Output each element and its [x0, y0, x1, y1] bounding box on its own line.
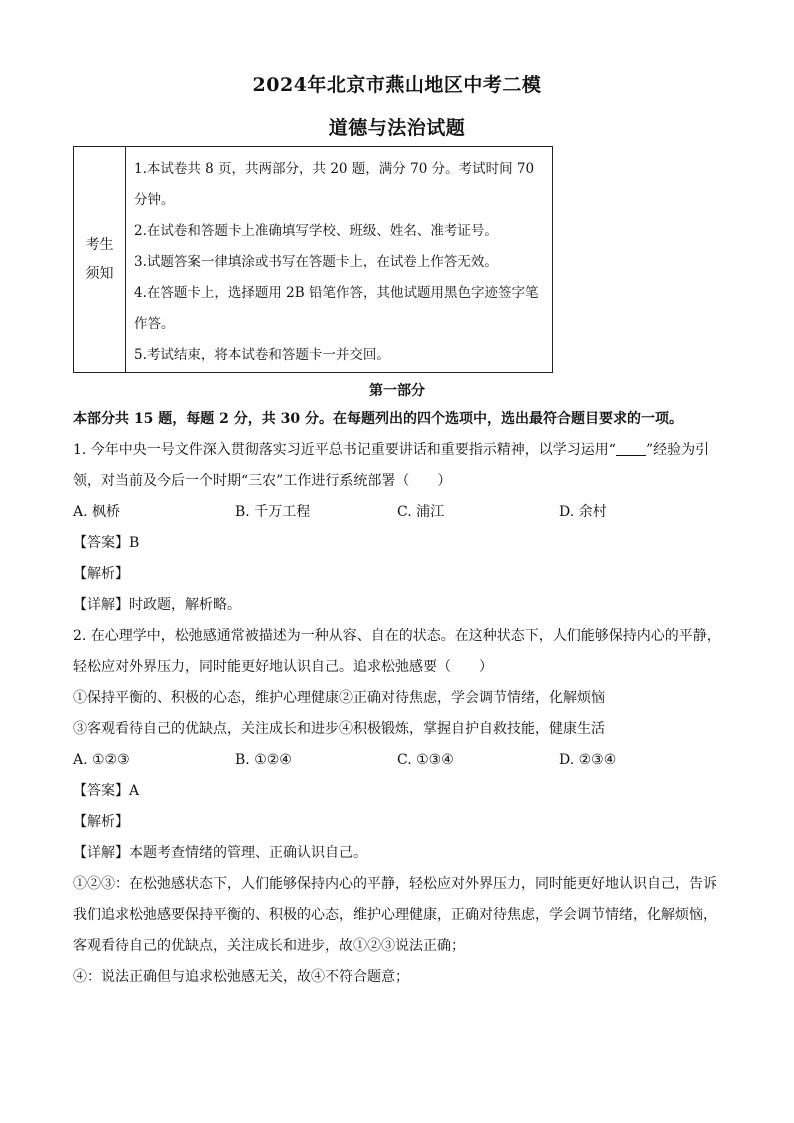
- q2-analysis: 【解析】: [73, 814, 129, 830]
- q2-option-b: B. ①②④: [235, 752, 292, 768]
- q2-option-c: C. ①③④: [397, 752, 454, 768]
- q2-choices-line-1: ①保持平衡的、积极的心态，维护心理健康②正确对待焦虑，学会调节情绪，化解烦恼: [73, 690, 605, 706]
- notice-label-line2: 须知: [85, 265, 114, 282]
- q1-stem-before: 1. 今年中央一号文件深入贯彻落实习近平总书记重要讲话和重要指示精神，以学习运用“: [73, 442, 616, 458]
- page-subtitle: 道德与法治试题: [328, 117, 466, 139]
- q1-answer: 【答案】B: [73, 535, 140, 551]
- q1-option-b: B. 千万工程: [235, 504, 311, 520]
- q2-choices-line-2: ③客观看待自己的优缺点，关注成长和进步④积极锻炼，掌握自护自救技能，健康生活: [73, 721, 605, 737]
- notice-label-line1: 考生: [85, 236, 114, 253]
- q2-option-a: A. ①②③: [73, 752, 130, 768]
- questions-content: [73, 404, 723, 993]
- notice-item-5: 5.考试结束，将本试卷和答题卡一并交回。: [134, 347, 390, 363]
- q1-stem-after: ”经验为引领，对当前及今后一个时期“三农”工作进行系统部署（ ）: [73, 442, 710, 489]
- notice-label: [74, 147, 126, 372]
- q2-explanation-2: ④：说法正确但与追求松弛感无关，故④不符合题意；: [73, 969, 409, 985]
- notice-item-4: 4.在答题卡上，选择题用 2B 铅笔作答，其他试题用黑色字迹签字笔作答。: [134, 285, 539, 332]
- q1-analysis: 【解析】: [73, 566, 129, 582]
- candidate-notice-box: [73, 146, 553, 373]
- notice-item-2: 2.在试卷和答题卡上准确填写学校、班级、姓名、准考证号。: [134, 223, 498, 239]
- q1-option-d: D. 余村: [559, 504, 607, 520]
- part-one-title: 第一部分: [369, 383, 425, 399]
- part-one-instructions: 本部分共 15 题，每题 2 分，共 30 分。在每题列出的四个选项中，选出最符合题目要求的一项。: [73, 411, 683, 427]
- q2-option-d: D. ②③④: [559, 752, 617, 768]
- q1-option-a: A. 枫桥: [73, 504, 121, 520]
- notice-items: [134, 154, 546, 371]
- question-2-options: [73, 745, 723, 776]
- q2-detail: 【详解】本题考查情绪的管理、正确认识自己。: [73, 845, 367, 861]
- q2-answer: 【答案】A: [73, 783, 140, 799]
- question-2-stem: 2. 在心理学中，松弛感通常被描述为一种从容、自在的状态。在这种状态下，人们能够保持内心的平静，轻松应对外界压力，同时能更好地认识自己。追求松弛感要（ ）: [73, 628, 721, 675]
- question-1-options: [73, 497, 723, 528]
- q1-option-c: C. 浦江: [397, 504, 445, 520]
- q2-explanation-1: ①②③：在松弛感状态下，人们能够保持内心的平静，轻松应对外界压力，同时能更好地认识自己，告诉我们追求松弛感要保持平衡的、积极的心态，维护心理健康，正确对待焦虑，学会调节情绪，化解烦恼，客观看待自己的优缺点，关注成长和进步，故①②③说法正确；: [73, 876, 717, 954]
- notice-item-1: 1.本试卷共 8 页，共两部分，共 20 题，满分 70 分。考试时间 70 分钟。: [134, 161, 535, 208]
- question-1-stem: [73, 435, 723, 497]
- q1-blank: [616, 439, 646, 456]
- q1-detail: 【详解】时政题，解析略。: [73, 597, 241, 613]
- page-title: 2024年北京市燕山地区中考二模: [252, 74, 542, 96]
- notice-item-3: 3.试题答案一律填涂或书写在答题卡上，在试卷上作答无效。: [134, 254, 498, 270]
